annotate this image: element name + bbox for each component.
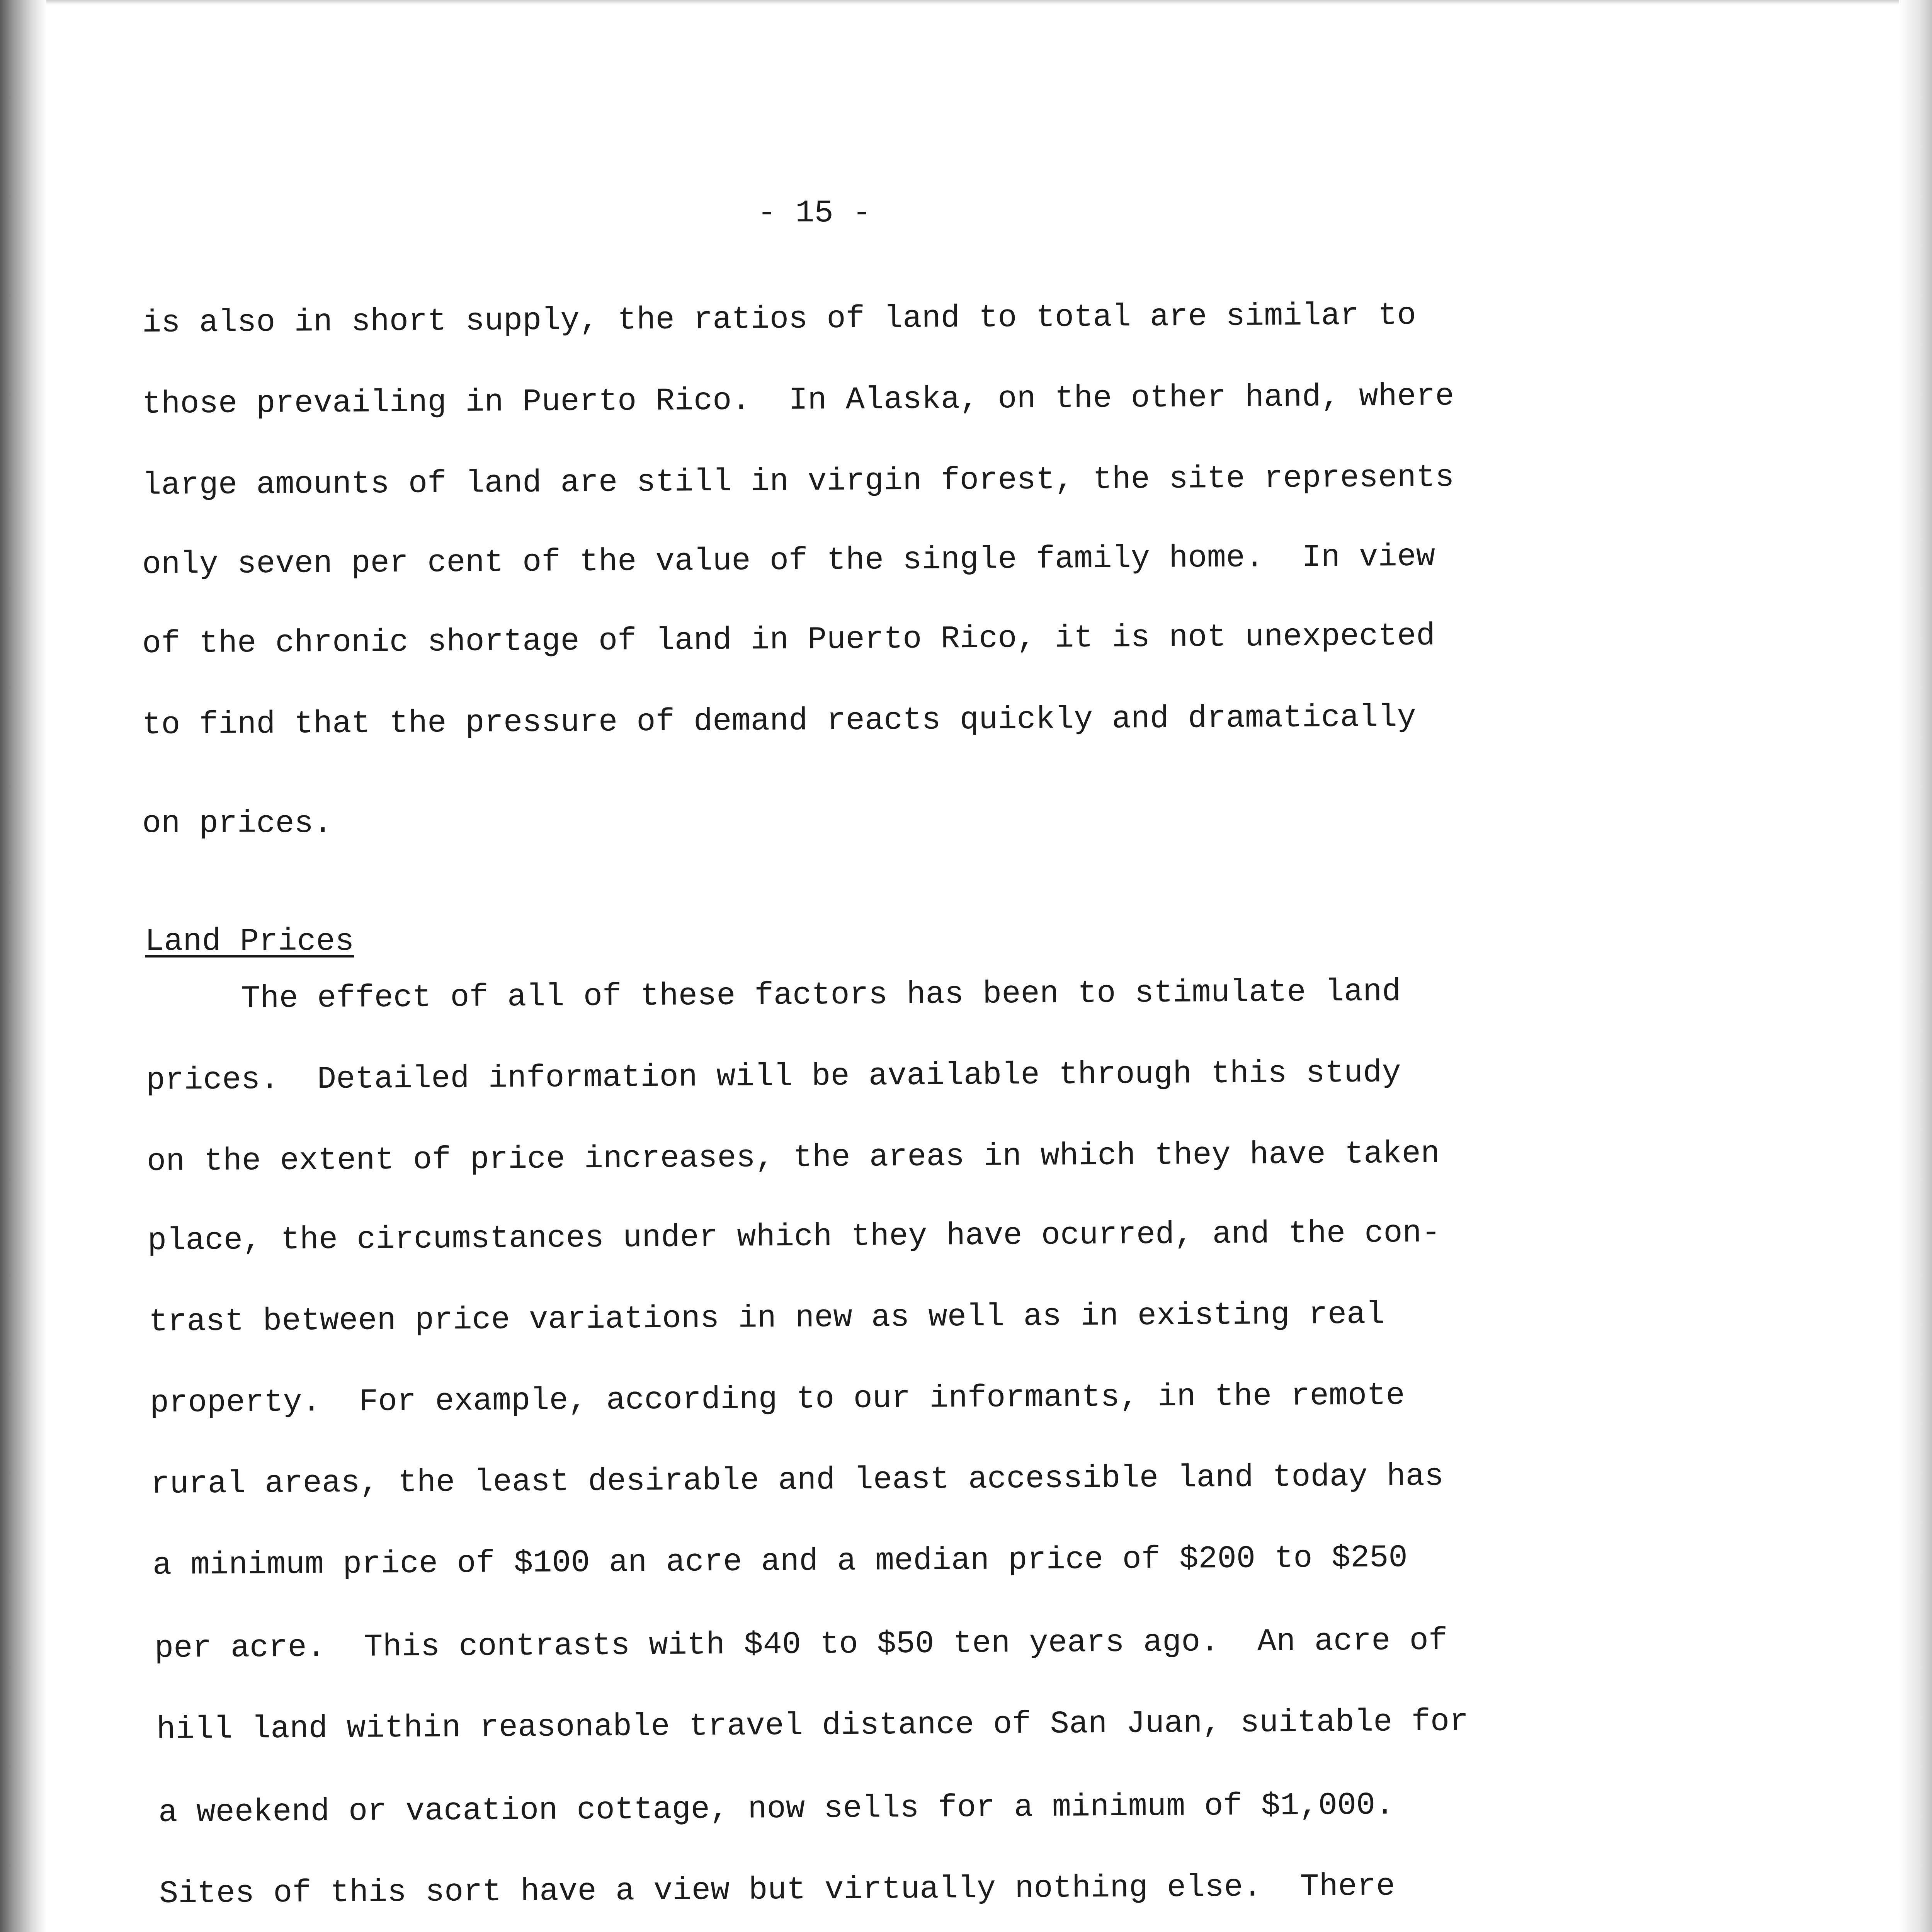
- paragraph-1-line: to find that the pressure of demand reacts quickly and dramatically: [142, 699, 1417, 743]
- paragraph-1-line: those prevailing in Puerto Rico. In Alaska, on the other hand, where: [142, 378, 1454, 422]
- paragraph-2-line: property. For example, according to our informants, in the remote: [150, 1378, 1405, 1421]
- paragraph-2-line: hill land within reasonable travel distance of San Juan, suitable for: [156, 1704, 1469, 1748]
- page-binding-shadow: [0, 0, 46, 1932]
- paragraph-2-line: The effect of all of these factors has been to stimulate land: [146, 974, 1401, 1017]
- paragraph-1-line: of the chronic shortage of land in Puerto Rico, it is not unexpected: [142, 618, 1435, 662]
- paragraph-2-line: prices. Detailed information will be available through this study: [146, 1055, 1401, 1099]
- page-top-edge: [0, 0, 1932, 5]
- paragraph-1-line: only seven per cent of the value of the single family home. In view: [142, 539, 1435, 583]
- paragraph-2-line: place, the circumstances under which they have ocurred, and the con-: [147, 1215, 1441, 1259]
- paragraph-1-line: large amounts of land are still in virgin forest, the site represents: [142, 459, 1454, 503]
- paragraph-2-line: per acre. This contrasts with $40 to $50 ten years ago. An acre of: [154, 1622, 1448, 1667]
- page-right-edge: [1899, 0, 1932, 1932]
- paragraph-2-line: rural areas, the least desirable and least accessible land today has: [150, 1458, 1444, 1502]
- paragraph-2-line: on the extent of price increases, the areas in which they have taken: [146, 1136, 1440, 1180]
- paragraph-2-line: a minimum price of $100 an acre and a median price of $200 to $250: [152, 1540, 1408, 1583]
- paragraph-1-line: is also in short supply, the ratios of land to total are similar to: [142, 297, 1417, 341]
- section-heading-land-prices: Land Prices: [145, 923, 354, 959]
- paragraph-2-line: Sites of this sort have a view but virtually nothing else. There: [159, 1868, 1395, 1912]
- paragraph-1-line: on prices.: [142, 806, 333, 842]
- page-number: - 15 -: [757, 195, 872, 231]
- paragraph-2-line: trast between price variations in new as well as in existing real: [148, 1296, 1385, 1340]
- paragraph-2-line: a weekend or vacation cottage, now sells for a minimum of $1,000.: [158, 1787, 1395, 1831]
